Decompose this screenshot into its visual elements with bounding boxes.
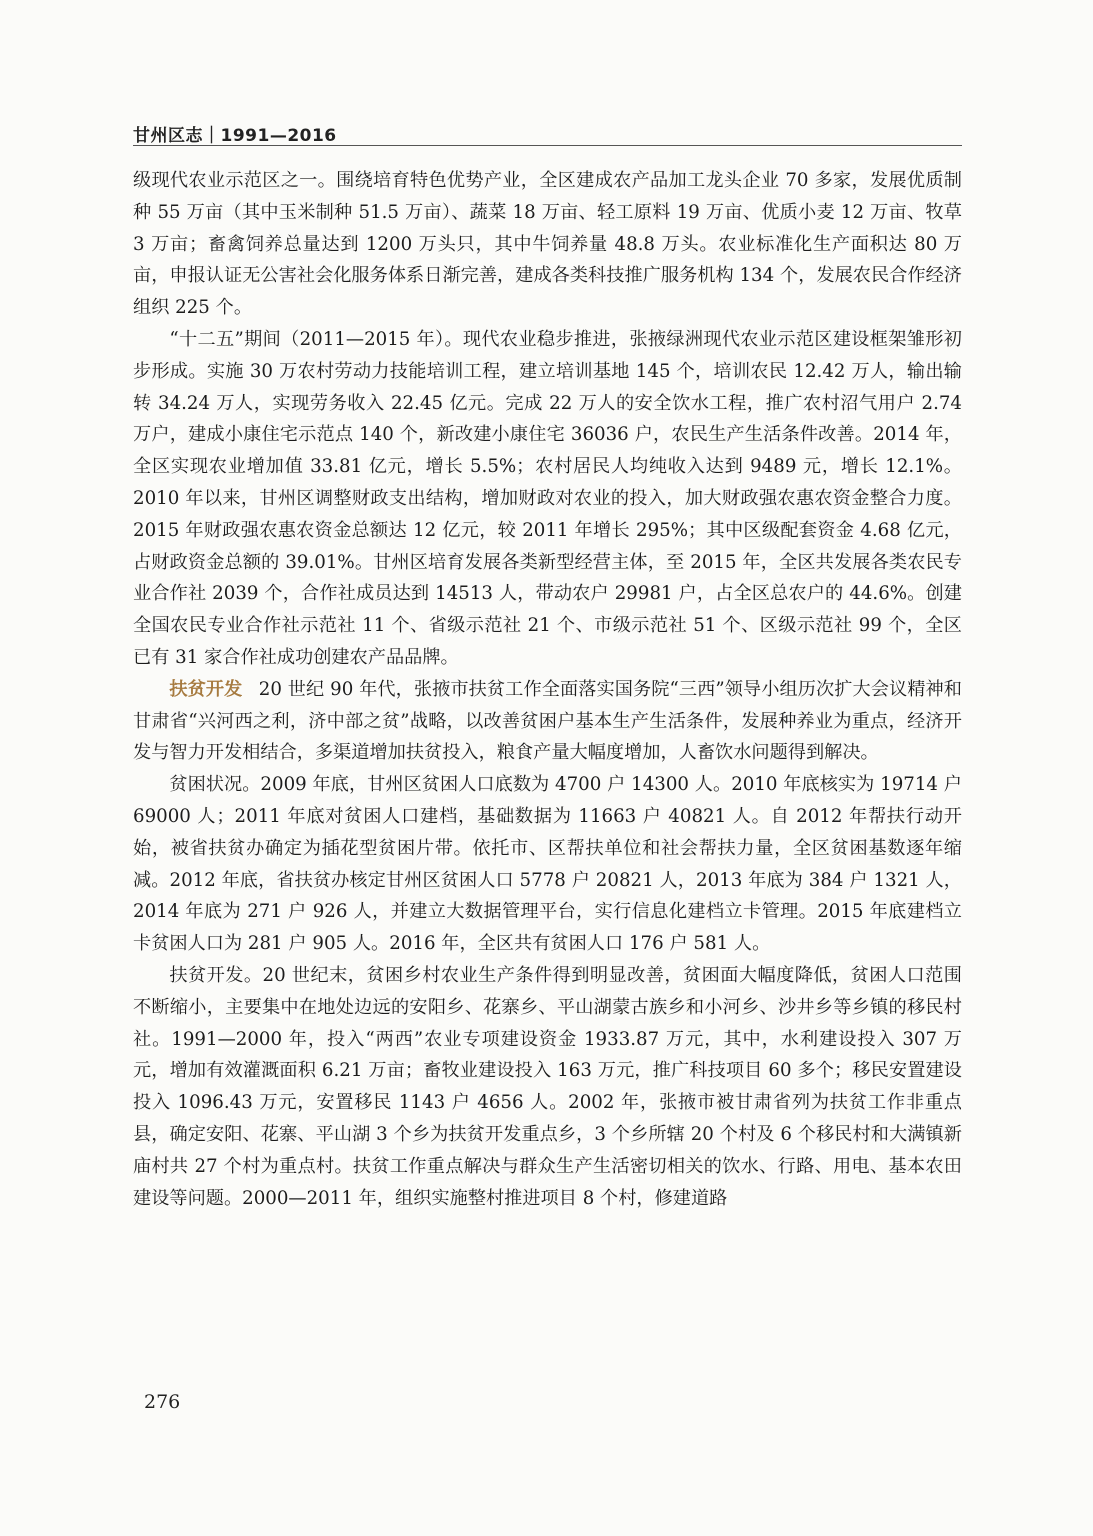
paragraph-poverty-status xyxy=(133,769,962,960)
paragraph-poverty-alleviation xyxy=(133,674,962,769)
paragraph-development xyxy=(133,960,962,1214)
page-number: 276 xyxy=(144,1391,181,1413)
paragraph-text: 级现代农业示范区之一。围绕培育特色优势产业，全区建成农产品加工龙头企业 70 多家，发展优质制种 55 万亩（其中玉米制种 51.5 万亩）、蔬菜 18 万亩、轻工原料 19 万亩、优质小麦 12 万亩、牧草 3 万亩；畜禽饲养总量达到 1200 万头只，其中牛饲养量 48.8 万头。农业标准化生产面积达 80 万亩，申报认证无公害社会化服务体系日渐完善，建成各类科技推广服务机构 134 个，发展农民合作经济组织 225 个。 xyxy=(133,170,962,319)
paragraph-text: 贫困状况。2009 年底，甘州区贫困人口底数为 4700 户 14300 人。2010 年底核实为 19714 户 69000 人；2011 年底对贫困人口建档，基础数据为 11663 户 40821 人。自 2012 年帮扶行动开始，被省扶贫办确定为插花型贫困片带。依托市、区帮扶单位和社会帮扶力量，全区贫困基数逐年缩减。2012 年底，省扶贫办核定甘州区贫困人口 5778 户 20821 人，2013 年底为 384 户 1321 人，2014 年底为 271 户 926 人，并建立大数据管理平台，实行信息化建档立卡管理。2015 年底建档立卡贫困人口为 281 户 905 人。2016 年，全区共有贫困人口 176 户 581 人。 xyxy=(133,774,962,955)
section-keyword: 扶贫开发 xyxy=(169,678,243,700)
paragraph-twelfth-five-year xyxy=(133,324,962,674)
running-title: 甘州区志｜1991—2016 xyxy=(133,126,337,146)
paragraph-text: 20 世纪 90 年代，张掖市扶贫工作全面落实国务院“三西”领导小组历次扩大会议精神和甘肃省“兴河西之利，济中部之贫”战略，以改善贫困户基本生产生活条件，发展种养业为重点，经济开发与智力开发相结合，多渠道增加扶贫投入，粮食产量大幅度增加，人畜饮水问题得到解决。 xyxy=(133,678,962,764)
paragraph-continued xyxy=(133,165,962,324)
paragraph-text: 扶贫开发。20 世纪末，贫困乡村农业生产条件得到明显改善，贫困面大幅度降低，贫困人口范围不断缩小，主要集中在地处边远的安阳乡、花寨乡、平山湖蒙古族乡和小河乡、沙井乡等乡镇的移民村社。1991—2000 年，投入“两西”农业专项建设资金 1933.87 万元，其中，水利建设投入 307 万元，增加有效灌溉面积 6.21 万亩；畜牧业建设投入 163 万元，推广科技项目 60 多个；移民安置建设投入 1096.43 万元，安置移民 1143 户 4656 人。2002 年，张掖市被甘肃省列为扶贫工作非重点县，确定安阳、花寨、平山湖 3 个乡为扶贫开发重点乡，3 个乡所辖 20 个村及 6 个移民村和大满镇新庙村共 27 个村为重点村。扶贫工作重点解决与群众生产生活密切相关的饮水、行路、用电、基本农田建设等问题。2000—2011 年，组织实施整村推进项目 8 个村，修建道路 xyxy=(133,964,962,1209)
header-rule xyxy=(133,145,962,146)
paragraph-text: “十二五”期间（2011—2015 年）。现代农业稳步推进，张掖绿洲现代农业示范区建设框架雏形初步形成。实施 30 万农村劳动力技能培训工程，建立培训基地 145 个，培训农民 12.42 万人，输出输转 34.24 万人，实现劳务收入 22.45 亿元。完成 22 万人的安全饮水工程，推广农村沼气用户 2.74 万户，建成小康住宅示范点 140 个，新改建小康住宅 36036 户，农民生产生活条件改善。2014 年，全区实现农业增加值 33.81 亿元，增长 5.5%；农村居民人均纯收入达到 9489 元，增长 12.1%。2010 年以来，甘州区调整财政支出结构，增加财政对农业的投入，加大财政强农惠农资金整合力度。2015 年财政强农惠农资金总额达 12 亿元，较 2011 年增长 295%；其中区级配套资金 4.68 亿元，占财政资金总额的 39.01%。甘州区培育发展各类新型经营主体，至 2015 年，全区共发展各类农民专业合作社 2039 个，合作社成员达到 14513 人，带动农户 29981 户，占全区总农户的 44.6%。创建全国农民专业合作社示范社 11 个、省级示范社 21 个、市级示范社 51 个、区级示范社 99 个，全区已有 31 家合作社成功创建农产品品牌。 xyxy=(133,328,962,668)
body-text xyxy=(133,165,962,1214)
